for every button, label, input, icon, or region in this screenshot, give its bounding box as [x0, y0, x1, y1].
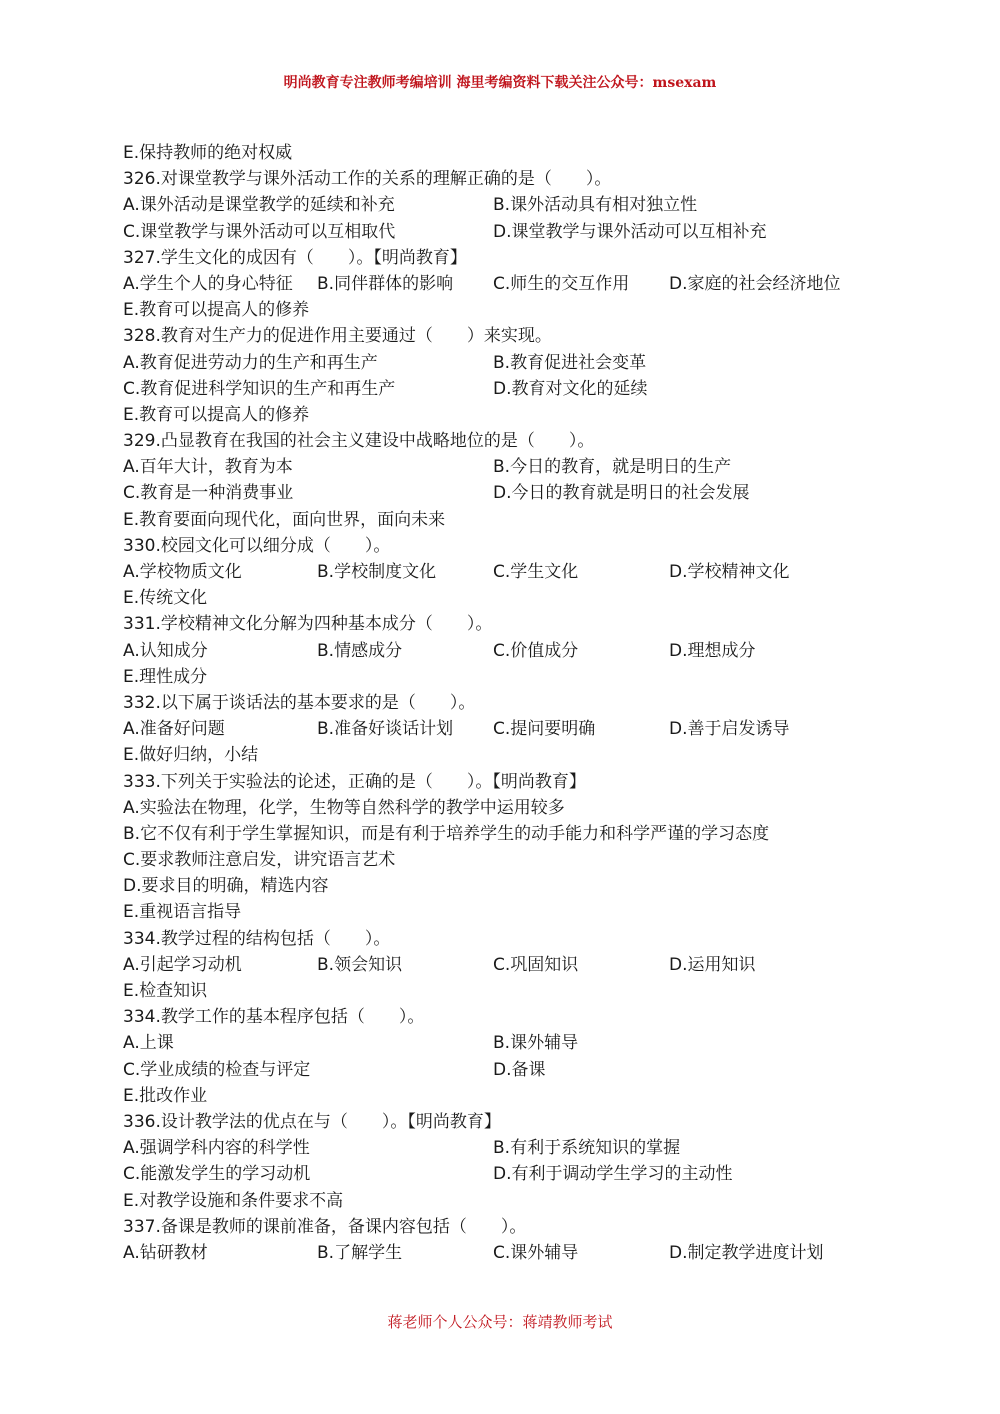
answer-option: B.教育促进社会变革 [493, 352, 647, 373]
question-stem: 326.对课堂教学与课外活动工作的关系的理解正确的是（ ）。 [123, 169, 612, 190]
answer-option: A.准备好问题 [123, 719, 225, 740]
answer-option: E.做好归纳，小结 [123, 745, 259, 766]
answer-option-row [123, 952, 923, 978]
answer-option: B.有利于系统知识的掌握 [493, 1138, 681, 1159]
answer-option: B.课外辅导 [493, 1033, 579, 1054]
answer-option-row [123, 1240, 923, 1266]
question-stem: 328.教育对生产力的促进作用主要通过（ ）来实现。 [123, 326, 552, 347]
question-stem: 336.设计教学法的优点在与（ ）。【明尚教育】 [123, 1111, 501, 1132]
answer-option: B.今日的教育，就是明日的生产 [493, 457, 732, 478]
answer-option: C.要求教师注意启发，讲究语言艺术 [123, 850, 396, 871]
answer-option: A.百年大计，教育为本 [123, 457, 293, 478]
answer-option: E.检查知识 [123, 981, 208, 1001]
answer-option: A.引起学习动机 [123, 954, 242, 975]
answer-option: A.钻研教材 [123, 1242, 208, 1263]
question-stem: 327.学生文化的成因有（ ）。【明尚教育】 [123, 247, 467, 268]
answer-option: C.巩固知识 [493, 954, 579, 975]
answer-option-row [123, 219, 923, 245]
answer-option-row [123, 1057, 923, 1083]
answer-option: C.师生的交互作用 [493, 273, 630, 294]
question-stem: 337.备课是教师的课前准备，备课内容包括（ ）。 [123, 1216, 527, 1237]
answer-option: A.上课 [123, 1033, 174, 1054]
answer-option: C.教育促进科学知识的生产和再生产 [123, 378, 396, 399]
question-stem: 329.凸显教育在我国的社会主义建设中战略地位的是（ ）。 [123, 431, 595, 452]
answer-option: E.教育可以提高人的修养 [123, 404, 310, 425]
question-stem: 332.以下属于谈话法的基本要求的是（ ）。 [123, 692, 476, 713]
answer-option: D.理想成分 [669, 640, 756, 661]
answer-option: D.有利于调动学生学习的主动性 [493, 1164, 733, 1185]
answer-option: C.价值成分 [493, 640, 579, 661]
question-stem: 334.教学工作的基本程序包括（ ）。 [123, 1007, 425, 1028]
answer-option: D.今日的教育就是明日的社会发展 [493, 483, 750, 504]
answer-option: E.重视语言指导 [123, 902, 242, 923]
answer-option: E.传统文化 [123, 588, 208, 609]
answer-option: A.学生个人的身心特征 [123, 273, 293, 294]
answer-option-row [123, 271, 923, 297]
answer-option: E.理性成分 [123, 666, 208, 687]
answer-option: A.课外活动是课堂教学的延续和补充 [123, 195, 395, 216]
answer-option: B.领会知识 [317, 954, 403, 975]
answer-option: D.善于启发诱导 [669, 719, 790, 740]
question-stem: 330.校园文化可以细分成（ ）。 [123, 535, 391, 556]
answer-option: B.课外活动具有相对独立性 [493, 195, 698, 216]
answer-option: E.保持教师的绝对权威 [123, 143, 293, 163]
question-list [123, 140, 923, 1266]
answer-option: D.备课 [493, 1059, 546, 1080]
question-stem: 333.下列关于实验法的论述，正确的是（ ）。【明尚教育】 [123, 771, 586, 792]
answer-option: E.对教学设施和条件要求不高 [123, 1190, 344, 1211]
answer-option-row [123, 1030, 923, 1056]
answer-option: E.教育可以提高人的修养 [123, 300, 310, 321]
answer-option: D.课堂教学与课外活动可以互相补充 [493, 221, 767, 242]
answer-option-row [123, 716, 923, 742]
answer-option: A.强调学科内容的科学性 [123, 1138, 310, 1159]
answer-option-row [123, 376, 923, 402]
answer-option-row [123, 638, 923, 664]
answer-option: B.同伴群体的影响 [317, 273, 454, 294]
answer-option: A.实验法在物理，化学，生物等自然科学的教学中运用较多 [123, 797, 565, 818]
answer-option: D.运用知识 [669, 954, 756, 975]
answer-option: D.要求目的明确，精选内容 [123, 876, 329, 897]
answer-option: A.认知成分 [123, 640, 208, 661]
answer-option: D.学校精神文化 [669, 562, 790, 582]
answer-option: A.教育促进劳动力的生产和再生产 [123, 352, 378, 373]
question-stem: 334.教学过程的结构包括（ ）。 [123, 928, 391, 949]
answer-option: B.它不仅有利于学生掌握知识，而是有利于培养学生的动手能力和科学严谨的学习态度 [123, 823, 770, 844]
answer-option-row [123, 350, 923, 376]
answer-option: C.课外辅导 [493, 1242, 579, 1263]
answer-option: B.准备好谈话计划 [317, 719, 454, 740]
answer-option: D.教育对文化的延续 [493, 378, 648, 399]
answer-option: C.学业成绩的检查与评定 [123, 1059, 311, 1080]
answer-option-row [123, 480, 923, 506]
page-header-banner: 明尚教育专注教师考编培训 海里考编资料下载关注公众号：msexam [283, 75, 717, 91]
answer-option-row [123, 559, 923, 585]
answer-option-row [123, 454, 923, 480]
answer-option: D.家庭的社会经济地位 [669, 273, 841, 294]
question-stem: 331.学校精神文化分解为四种基本成分（ ）。 [123, 614, 493, 635]
answer-option: C.教育是一种消费事业 [123, 483, 294, 504]
answer-option: C.能激发学生的学习动机 [123, 1164, 311, 1185]
answer-option-row [123, 1135, 923, 1161]
answer-option: B.学校制度文化 [317, 562, 437, 582]
answer-option: E.批改作业 [123, 1085, 208, 1106]
answer-option: C.课堂教学与课外活动可以互相取代 [123, 221, 396, 242]
answer-option: B.情感成分 [317, 640, 403, 661]
answer-option: E.教育要面向现代化，面向世界，面向未来 [123, 509, 446, 530]
answer-option-row [123, 192, 923, 218]
answer-option: C.提问要明确 [493, 719, 596, 740]
answer-option: A.学校物质文化 [123, 562, 242, 582]
answer-option: D.制定教学进度计划 [669, 1242, 824, 1263]
answer-option: B.了解学生 [317, 1242, 403, 1263]
answer-option: C.学生文化 [493, 562, 579, 582]
page-footer-banner: 蒋老师个人公众号：蒋靖教师考试 [387, 1313, 613, 1331]
answer-option-row [123, 1161, 923, 1187]
